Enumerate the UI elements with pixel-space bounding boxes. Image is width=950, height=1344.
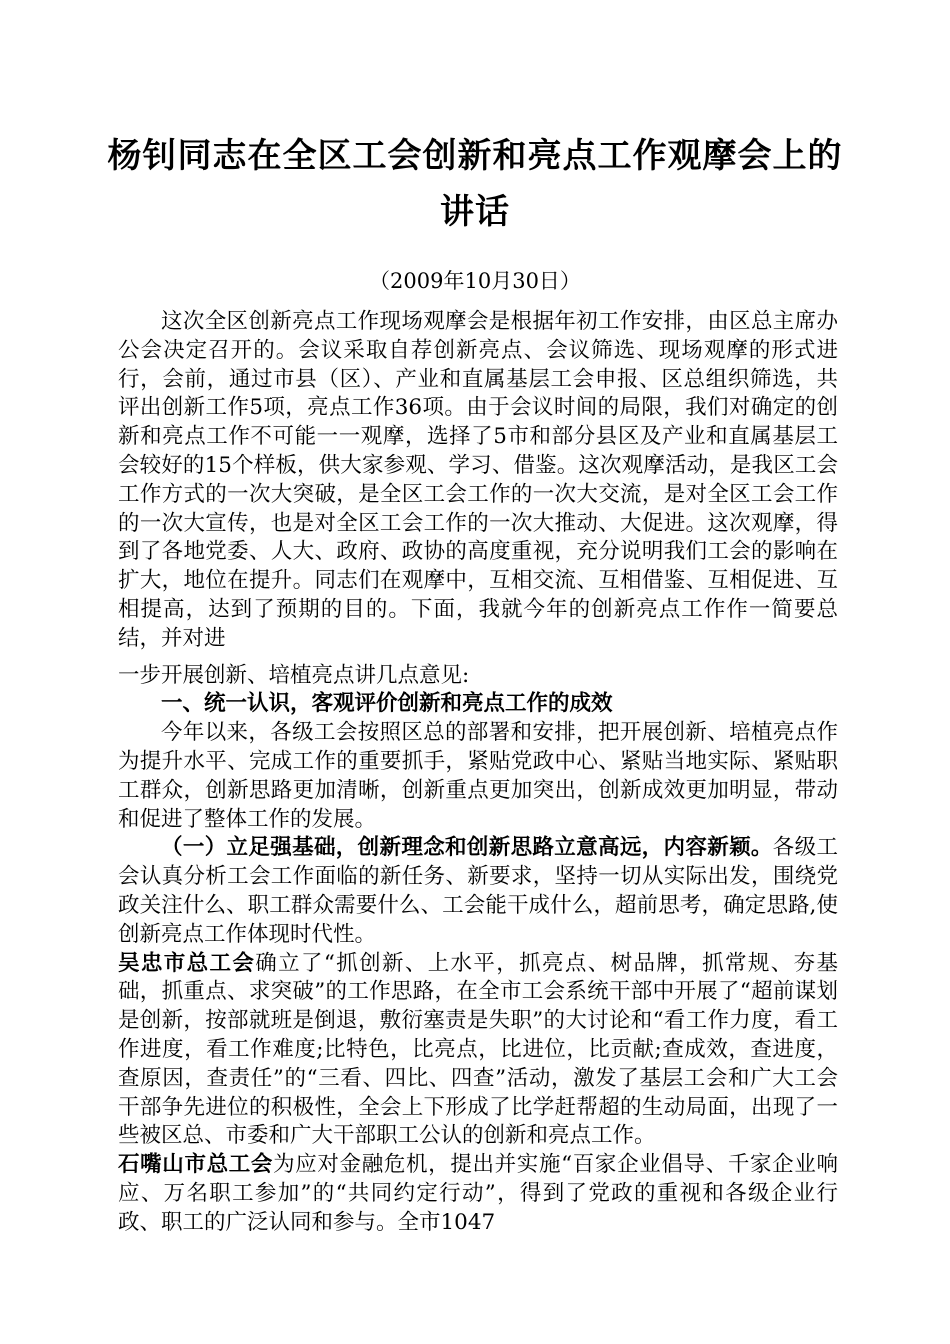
- shizuishan-text: 为应对金融危机，提出并实施“百家企业倡导、千家企业响应、万名职工参加”的“共同约定行动”，得到了党政的重视和各级企业行政、职工的广泛认同和参与。全市1047: [118, 1152, 838, 1235]
- wuzhong-org-name: 吴忠市总工会: [118, 950, 256, 976]
- shizuishan-paragraph: [118, 1151, 838, 1237]
- document-title: 杨钊同志在全区工会创新和亮点工作观摩会上的讲话: [107, 136, 843, 232]
- document-body: [118, 308, 838, 1238]
- shizuishan-org-name: 石嘴山市总工会: [118, 1152, 274, 1178]
- wuzhong-text: 确立了“抓创新、上水平，抓亮点、树品牌，抓常规、夯基础，抓重点、求突破”的工作思路，在全市工会系统干部中开展了“超前谋划是创新，按部就班是倒退，敷衍塞责是失职”的大讨论和“看工作力度，看工作进度，看工作难度;比特色，比亮点，比进位，比贡献;查成效，查进度，查原因，查责任”的“三看、四比、四查”活动，激发了基层工会和广大工会干部争先进位的积极性，全会上下形成了比学赶帮超的生动局面，出现了一些被区总、市委和广大干部职工公认的创新和亮点工作。: [118, 950, 838, 1149]
- intro-continuation: 一步开展创新、培植亮点讲几点意见:: [118, 662, 470, 688]
- section-one-heading: 一、统一认识，客观评价创新和亮点工作的成效: [161, 691, 613, 717]
- section-one-paragraph: 今年以来，各级工会按照区总的部署和安排，把开展创新、培植亮点作为提升水平、完成工作的重要抓手，紧贴党政中心、紧贴当地实际、紧贴职工群众，创新思路更加清晰，创新重点更加突出，创新成效更加明显，带动和促进了整体工作的发展。: [118, 720, 838, 832]
- subsection-one-text: 各级工会认真分析工会工作面临的新任务、新要求，坚持一切从实际出发，围绕党政关注什么、职工群众需要什么、工会能干成什么，超前思考，确定思路,使创新亮点工作体现时代性。: [118, 835, 838, 947]
- subsection-one-paragraph: [118, 834, 838, 949]
- speech-date: （2009年10月30日）: [369, 269, 581, 293]
- subsection-one-heading: （一）立足强基础，创新理念和创新思路立意高远，内容新颖。: [161, 835, 773, 861]
- wuzhong-paragraph: [118, 950, 838, 1152]
- intro-paragraph: 这次全区创新亮点工作现场观摩会是根据年初工作安排，由区总主席办公会决定召开的。会议采取自荐创新亮点、会议筛选、现场观摩的形式进行，会前，通过市县（区）、产业和直属基层工会申报、区总组织筛选，共评出创新工作5项，亮点工作36项。由于会议时间的局限，我们对确定的创新和亮点工作不可能一一观摩，选择了5市和部分县区及产业和直属基层工会较好的15个样板，供大家参观、学习、借鉴。这次观摩活动，是我区工会工作方式的一次大突破，是全区工会工作的一次大交流，是对全区工会工作的一次大宣传，也是对全区工会工作的一次大推动、大促进。这次观摩，得到了各地党委、人大、政府、政协的高度重视，充分说明我们工会的影响在扩大，地位在提升。同志们在观摩中，互相交流、互相借鉴、互相促进、互相提高，达到了预期的目的。下面，我就今年的创新亮点工作作一简要总结，并对进: [118, 309, 838, 651]
